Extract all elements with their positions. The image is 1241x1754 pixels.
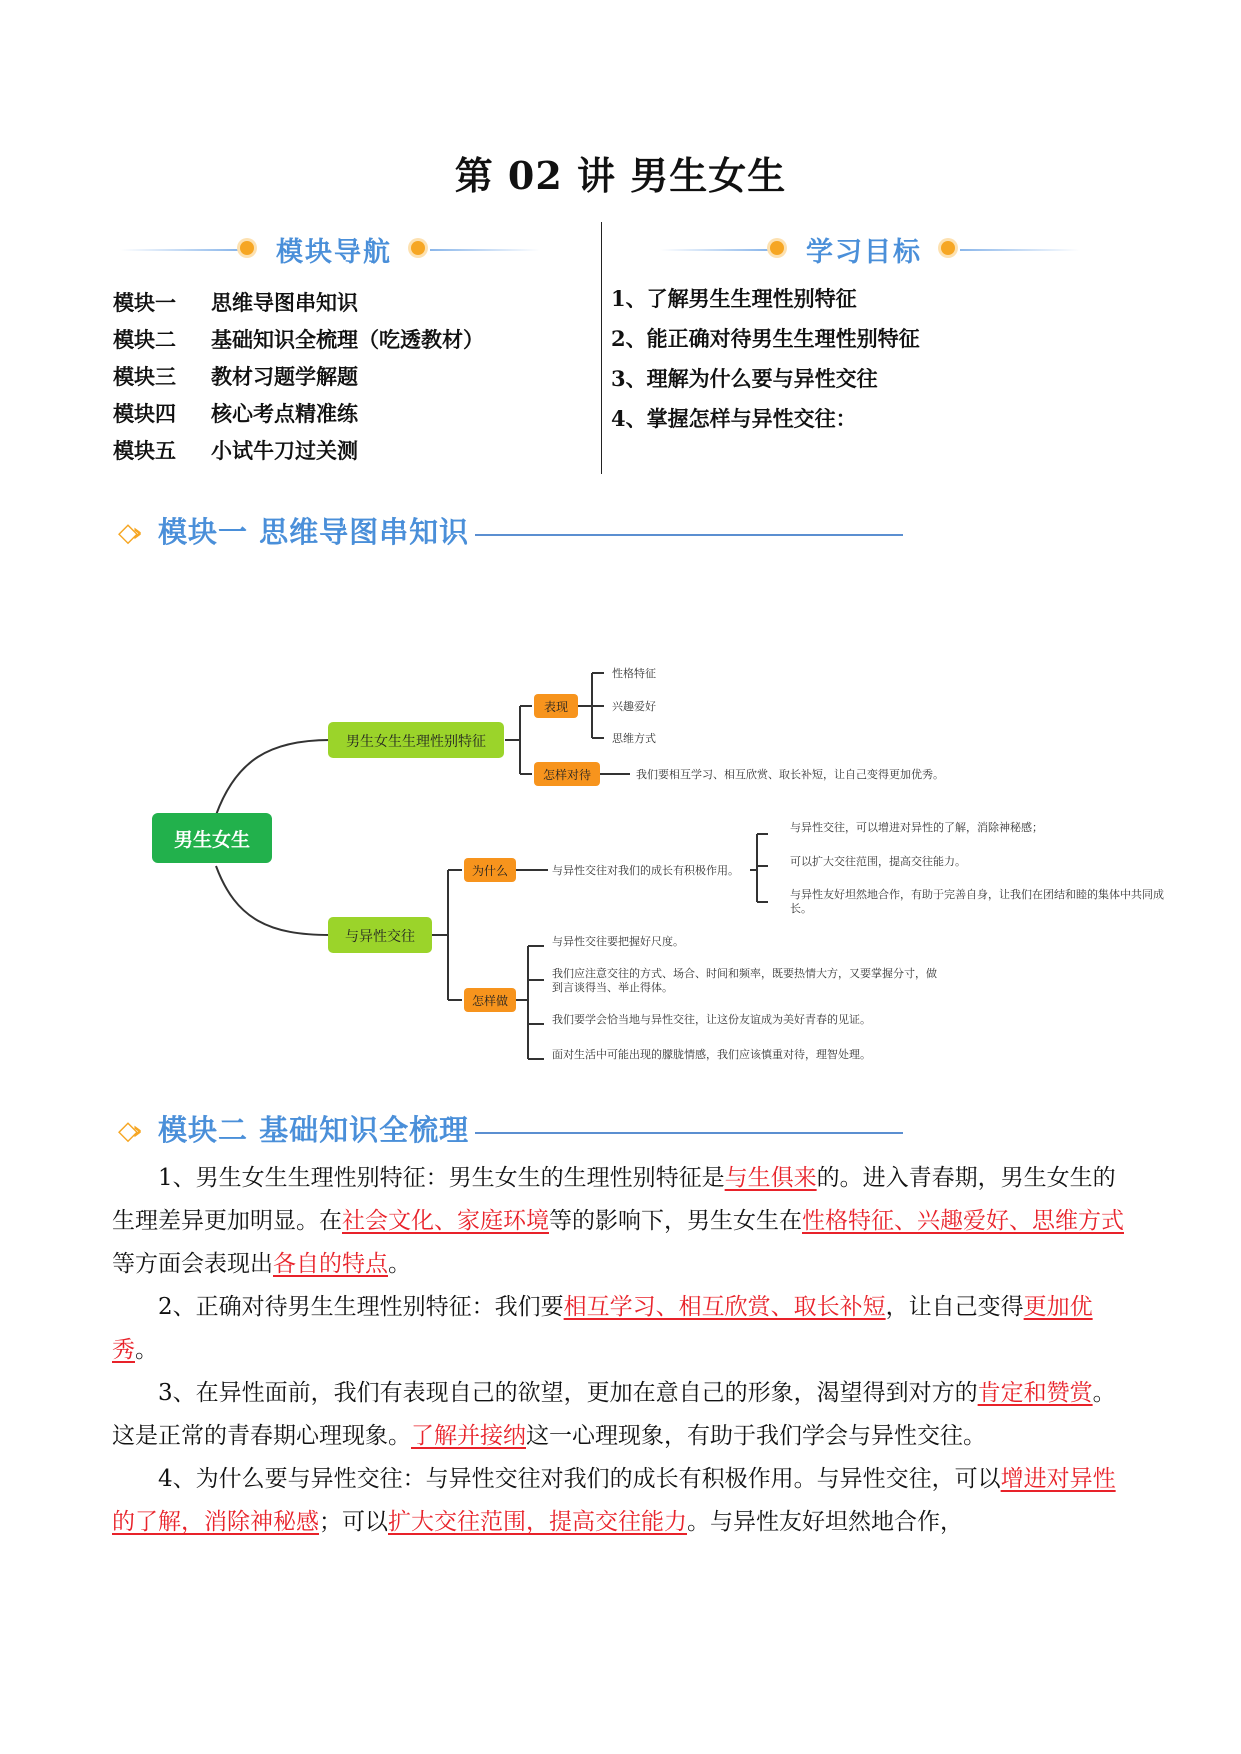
branch-label: 与异性交往: [345, 929, 415, 945]
paragraph-text: 这一心理现象，有助于我们学会与异性交往。: [526, 1423, 986, 1449]
connector: [216, 866, 330, 935]
paragraph-text: 等方面会表现出: [112, 1251, 273, 1277]
paragraph-text: 。: [388, 1251, 411, 1277]
double-chevron-icon: ◇›: [118, 1116, 137, 1146]
nav-heading: 模块导航: [276, 237, 392, 268]
sub-label: 表现: [543, 700, 569, 714]
connector: [578, 673, 604, 738]
leaf-text: 长。: [790, 902, 812, 915]
highlighted-keyword: 增进对异性的了解，消除神秘感: [112, 1466, 1116, 1535]
paragraph-text: ，让自己变得: [885, 1294, 1024, 1320]
paragraph-text: 4、为什么要与异性交往：与异性交往对我们的成长有积极作用。与异性交往，可以: [158, 1466, 1001, 1492]
leaf-text: 我们应注意交往的方式、场合、时间和频率，既要热情大方，又要掌握分寸，做: [552, 967, 937, 980]
goal-item: 4、掌握怎样与异性交往：: [611, 406, 857, 431]
nav-item: 模块三 教材习题学解题: [113, 364, 358, 389]
highlighted-keyword: 扩大交往范围，提高交往能力: [388, 1509, 687, 1535]
connector: [505, 706, 532, 774]
divider: [475, 1132, 903, 1134]
paragraph-text: 。: [135, 1337, 158, 1363]
leaf-text: 与异性交往对我们的成长有积极作用。: [552, 864, 739, 877]
nav-item: 模块一 思维导图串知识: [113, 290, 358, 315]
highlighted-keyword: 了解并接纳: [411, 1423, 526, 1449]
highlighted-keyword: 肯定和赞赏: [977, 1380, 1093, 1406]
highlighted-keyword: 社会文化、家庭环境: [342, 1208, 549, 1234]
leaf-text: 可以扩大交往范围，提高交往能力。: [790, 855, 966, 868]
highlighted-keyword: 更加优秀: [112, 1294, 1093, 1363]
paragraph-text: 2、正确对待男生生理性别特征：我们要: [158, 1294, 564, 1320]
paragraph-text: 1、男生女生生理性别特征：男生女生的生理性别特征是: [158, 1165, 725, 1191]
highlighted-keyword: 各自的特点: [273, 1251, 388, 1277]
highlighted-keyword: 性格特征、兴趣爱好、思维方式: [802, 1208, 1124, 1234]
module2-heading: 模块二 基础知识全梳理: [158, 1113, 470, 1147]
connector: [516, 946, 544, 1059]
nav-item: 模块五 小试牛刀过关测: [113, 438, 358, 463]
paragraph-text: ；可以: [319, 1509, 388, 1535]
connector: [750, 834, 768, 902]
root-label: 男生女生: [173, 829, 251, 851]
leaf-text: 面对生活中可能出现的朦胧情感，我们应该慎重对待，理智处理。: [552, 1048, 871, 1061]
sub-label: 为什么: [471, 864, 509, 878]
nav-item: 模块四 核心考点精准练: [113, 401, 358, 426]
paragraph: [112, 1286, 1132, 1372]
goal-item: 3、理解为什么要与异性交往: [611, 366, 878, 391]
leaf-text: 与异性交往，可以增进对异性的了解，消除神秘感；: [790, 821, 1043, 834]
module2-content: [112, 1157, 1132, 1544]
highlighted-keyword: 与生俱来: [724, 1165, 817, 1191]
connector: [216, 740, 330, 815]
module2-heading-bar: [118, 1108, 903, 1148]
paragraph-text: 。这是正常的青春期心理现象。: [112, 1380, 1116, 1449]
nav-item: 模块二 基础知识全梳理（吃透教材）: [113, 327, 484, 352]
sub-label: 怎样对待: [542, 768, 592, 782]
sub-label: 怎样做: [471, 994, 509, 1008]
paragraph-text: 的。进入青春期，男生女生的生理差异更加明显。在: [112, 1165, 1116, 1234]
module1-heading: 模块一 思维导图串知识: [158, 515, 470, 549]
leaf-text: 与异性友好坦然地合作，有助于完善自身，让我们在团结和睦的集体中共同成: [790, 888, 1164, 901]
highlighted-keyword: 相互学习、相互欣赏、取长补短: [563, 1294, 886, 1320]
leaf-text: 到言谈得当、举止得体。: [552, 981, 673, 994]
paragraph-text: 等的影响下，男生女生在: [549, 1208, 802, 1234]
branch-label: 男生女生生理性别特征: [346, 734, 486, 750]
leaf-text: 我们要相互学习、相互欣赏、取长补短，让自己变得更加优秀。: [636, 768, 944, 781]
goal-item: 2、能正确对待男生生理性别特征: [611, 326, 920, 351]
leaf-text: 兴趣爱好: [612, 700, 656, 713]
leaf-text: 与异性交往要把握好尺度。: [552, 935, 684, 948]
goals-heading: 学习目标: [806, 237, 922, 268]
double-chevron-icon: ◇›: [118, 518, 137, 548]
paragraph-text: 3、在异性面前，我们有表现自己的欲望，更加在意自己的形象，渴望得到对方的: [158, 1380, 978, 1406]
paragraph: [112, 1157, 1132, 1286]
paragraph: [112, 1372, 1132, 1458]
leaf-text: 性格特征: [612, 667, 656, 680]
paragraph-text: 。与异性友好坦然地合作，: [687, 1509, 963, 1535]
leaf-text: 我们要学会恰当地与异性交往，让这份友谊成为美好青春的见证。: [552, 1013, 871, 1026]
goal-item: 1、了解男生生理性别特征: [611, 286, 857, 311]
leaf-text: 思维方式: [612, 732, 656, 745]
connector: [432, 870, 462, 1000]
page-title: 第 02 讲 男生女生: [454, 153, 787, 198]
paragraph: [112, 1458, 1132, 1544]
